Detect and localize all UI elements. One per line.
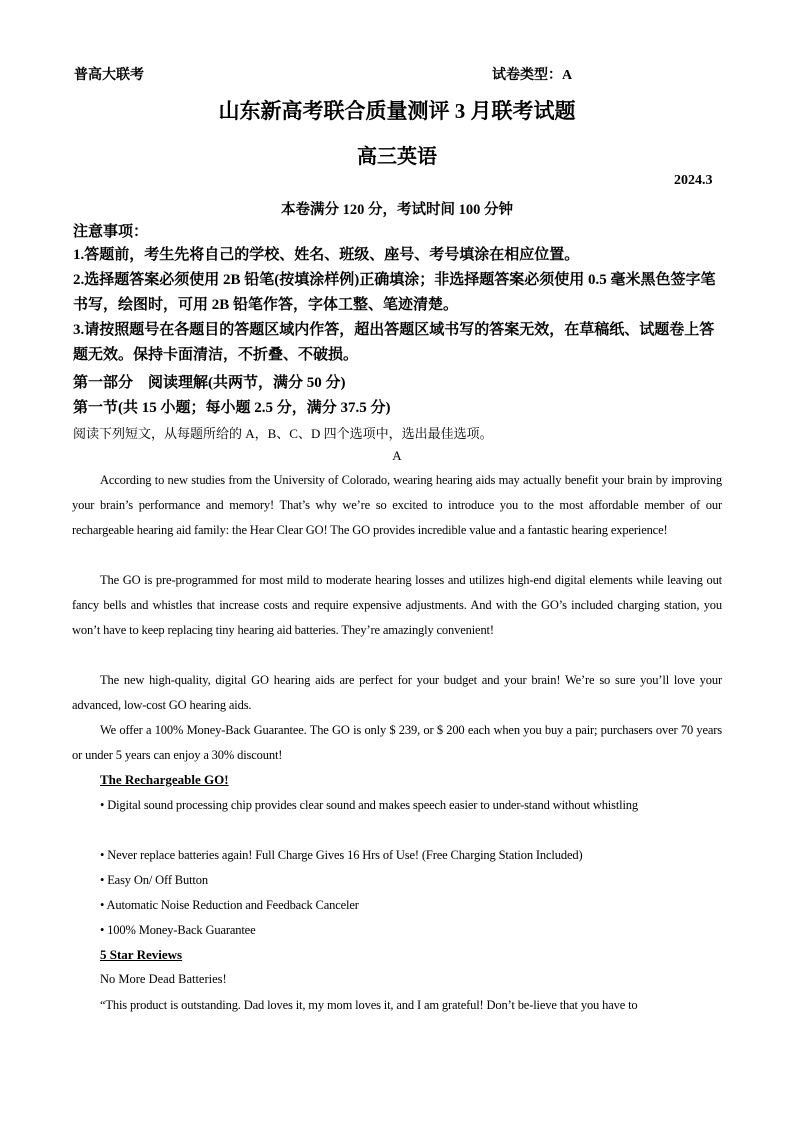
part-heading: 第一部分 阅读理解(共两节，满分 50 分) xyxy=(73,375,346,391)
review-text: “This product is outstanding. Dad loves it, my mom loves it, and I am grateful! Don’t be-lieve that you have to xyxy=(100,998,638,1012)
passage-paragraph: According to new studies from the University of Colorado, wearing hearing aids may actually benefit your brain by improving your brain’s performance and memory! That’s why we’re so excited to introduce you to the most affordable member of our rechargeable hearing aid family: the Hear Clear GO! The GO provides incredible value and a fantastic hearing experience! xyxy=(72,473,722,537)
notice-heading: 注意事项： xyxy=(73,224,149,240)
header-right: 试卷类型：A xyxy=(492,68,573,83)
instruction-text: 阅读下列短文，从每题所给的 A，B、C、D 四个选项中，选出最佳选项。 xyxy=(73,426,493,441)
features-heading: The Rechargeable GO! xyxy=(100,772,229,787)
feature-item: • Easy On/ Off Button xyxy=(100,873,208,887)
passage-paragraph: The new high-quality, digital GO hearing aids are perfect for your budget and your brain! We’re so sure you’ll love your advanced, low-cost GO hearing aids. xyxy=(72,673,722,712)
exam-info: 本卷满分 120 分，考试时间 100 分钟 xyxy=(281,202,513,218)
passage-letter: A xyxy=(392,448,402,463)
notice-item-3: 3.请按照题号在各题目的答题区域内作答，超出答题区域书写的答案无效，在草稿纸、试题卷上答题无效。保持卡面清洁，不折叠、不破损。 xyxy=(73,322,715,363)
feature-item: • 100% Money-Back Guarantee xyxy=(100,923,256,937)
feature-item: • Digital sound processing chip provides clear sound and makes speech easier to under-stand without whistling xyxy=(100,798,639,812)
notice-item-1: 1.答题前，考生先将自己的学校、姓名、班级、座号、考号填涂在相应位置。 xyxy=(73,247,580,263)
feature-item: • Never replace batteries again! Full Charge Gives 16 Hrs of Use! (Free Charging Station Included) xyxy=(100,848,583,862)
feature-item: • Automatic Noise Reduction and Feedback Canceler xyxy=(100,898,359,912)
section-heading: 第一节(共 15 小题；每小题 2.5 分，满分 37.5 分) xyxy=(73,400,391,416)
header-left: 普高大联考 xyxy=(74,68,144,83)
exam-subtitle: 高三英语 xyxy=(357,146,437,168)
reviews-heading: 5 Star Reviews xyxy=(100,947,183,962)
passage-paragraph: The GO is pre-programmed for most mild to moderate hearing losses and utilizes high-end digital elements while leaving out fancy bells and whistles that increase costs and require expensive adjustments. And with the GO’s included charging station, you won’t have to keep replacing tiny hearing aid batteries. They’re amazingly convenient! xyxy=(72,573,722,637)
exam-date: 2024.3 xyxy=(674,173,713,188)
notice-item-2: 2.选择题答案必须使用 2B 铅笔(按填涂样例)正确填涂；非选择题答案必须使用 0.5 毫米黑色签字笔书写，绘图时，可用 2B 铅笔作答，字体工整、笔迹清楚。 xyxy=(73,272,716,313)
passage-paragraph: We offer a 100% Money-Back Guarantee. The GO is only $ 239, or $ 200 each when you buy a pair; purchasers over 70 years or under 5 years can enjoy a 30% discount! xyxy=(72,723,722,762)
exam-title: 山东新高考联合质量测评 3 月联考试题 xyxy=(218,99,576,123)
review-title: No More Dead Batteries! xyxy=(100,972,227,986)
